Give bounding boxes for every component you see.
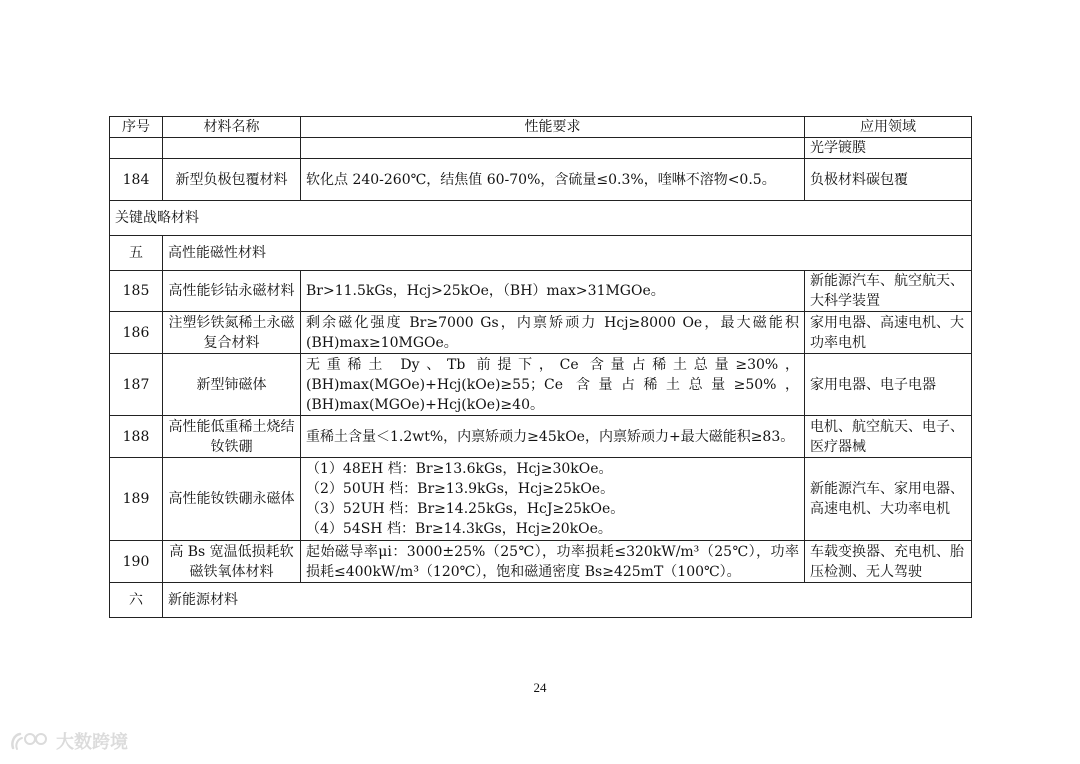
cell-no: 187	[110, 354, 163, 416]
cell-requirement: 无重稀土 Dy、Tb 前提下，Ce 含量占稀土总量≥30%，(BH)max(MGOe)+Hcj(kOe)≥55；Ce 含量占稀土总量≥50%，(BH)max(MGOe)+Hcj(kOe)≥40。	[301, 354, 805, 416]
cell-requirement: Br>11.5kGs，Hcj>25kOe，（BH）max>31MGOe。	[301, 271, 805, 312]
cell-name	[163, 138, 301, 159]
section-row-6	[110, 583, 972, 618]
cell-name: 新型铈磁体	[163, 354, 301, 416]
cell-no: 185	[110, 271, 163, 312]
cell-no: 190	[110, 541, 163, 583]
table-row-189	[110, 458, 972, 541]
header-requirement: 性能要求	[301, 117, 805, 138]
cell-requirement	[301, 458, 805, 541]
table-row-190	[110, 541, 972, 583]
requirement-line: （3）52UH 档：Br≥14.25kGs，HcJ≥25kOe。	[306, 501, 625, 517]
cell-requirement: 剩余磁化强度 Br≥7000 Gs，内禀矫顽力 Hcj≥8000 Oe，最大磁能积(BH)max≥10MGOe。	[301, 312, 805, 354]
table-row-186	[110, 312, 972, 354]
cell-application: 电机、航空航天、电子、医疗器械	[805, 416, 972, 458]
cell-no: 186	[110, 312, 163, 354]
cell-application: 光学镀膜	[805, 138, 972, 159]
header-application: 应用领域	[805, 117, 972, 138]
category-title: 关键战略材料	[110, 201, 972, 236]
table-row-continued	[110, 138, 972, 159]
cell-application: 负极材料碳包覆	[805, 159, 972, 201]
page-number: 24	[533, 680, 547, 695]
table-row-185	[110, 271, 972, 312]
cell-application: 家用电器、高速电机、大功率电机	[805, 312, 972, 354]
logo-icon	[10, 730, 50, 752]
cell-requirement: 重稀土含量＜1.2wt%，内禀矫顽力≥45kOe，内禀矫顽力+最大磁能积≥83。	[301, 416, 805, 458]
watermark-text: 大数跨境	[56, 732, 128, 753]
header-name: 材料名称	[163, 117, 301, 138]
cell-requirement	[301, 138, 805, 159]
cell-name: 高 Bs 宽温低损耗软磁铁氧体材料	[163, 541, 301, 583]
cell-name: 高性能钕铁硼永磁体	[163, 458, 301, 541]
section-row-5	[110, 236, 972, 271]
cell-name: 新型负极包覆材料	[163, 159, 301, 201]
cell-no: 189	[110, 458, 163, 541]
requirement-line: （2）50UH 档：Br≥13.9kGs，Hcj≥25kOe。	[306, 481, 615, 497]
watermark	[10, 728, 128, 754]
table-row-184	[110, 159, 972, 201]
cell-application: 家用电器、电子电器	[805, 354, 972, 416]
header-no: 序号	[110, 117, 163, 138]
cell-application: 新能源汽车、家用电器、高速电机、大功率电机	[805, 458, 972, 541]
section-no: 六	[110, 583, 163, 618]
cell-name: 高性能钐钴永磁材料	[163, 271, 301, 312]
table-row-187	[110, 354, 972, 416]
cell-no: 184	[110, 159, 163, 201]
section-title: 新能源材料	[163, 583, 972, 618]
section-no: 五	[110, 236, 163, 271]
materials-table	[109, 116, 972, 618]
cell-name: 高性能低重稀土烧结钕铁硼	[163, 416, 301, 458]
table-row-188	[110, 416, 972, 458]
section-title: 高性能磁性材料	[163, 236, 972, 271]
cell-no: 188	[110, 416, 163, 458]
category-row	[110, 201, 972, 236]
requirement-line: （1）48EH 档：Br≥13.6kGs，Hcj≥30kOe。	[306, 461, 613, 477]
requirement-line: （4）54SH 档：Br≥14.3kGs，Hcj≥20kOe。	[306, 521, 612, 537]
table-header-row	[110, 117, 972, 138]
cell-requirement: 软化点 240-260℃，结焦值 60-70%，含硫量≤0.3%，喹啉不溶物<0.5。	[301, 159, 805, 201]
cell-name: 注塑钐铁氮稀土永磁复合材料	[163, 312, 301, 354]
cell-no	[110, 138, 163, 159]
cell-application: 新能源汽车、航空航天、大科学装置	[805, 271, 972, 312]
cell-application: 车载变换器、充电机、胎压检测、无人驾驶	[805, 541, 972, 583]
cell-requirement: 起始磁导率μi：3000±25%（25℃），功率损耗≤320kW/m³（25℃），功率损耗≤400kW/m³（120℃），饱和磁通密度 Bs≥425mT（100℃）。	[301, 541, 805, 583]
